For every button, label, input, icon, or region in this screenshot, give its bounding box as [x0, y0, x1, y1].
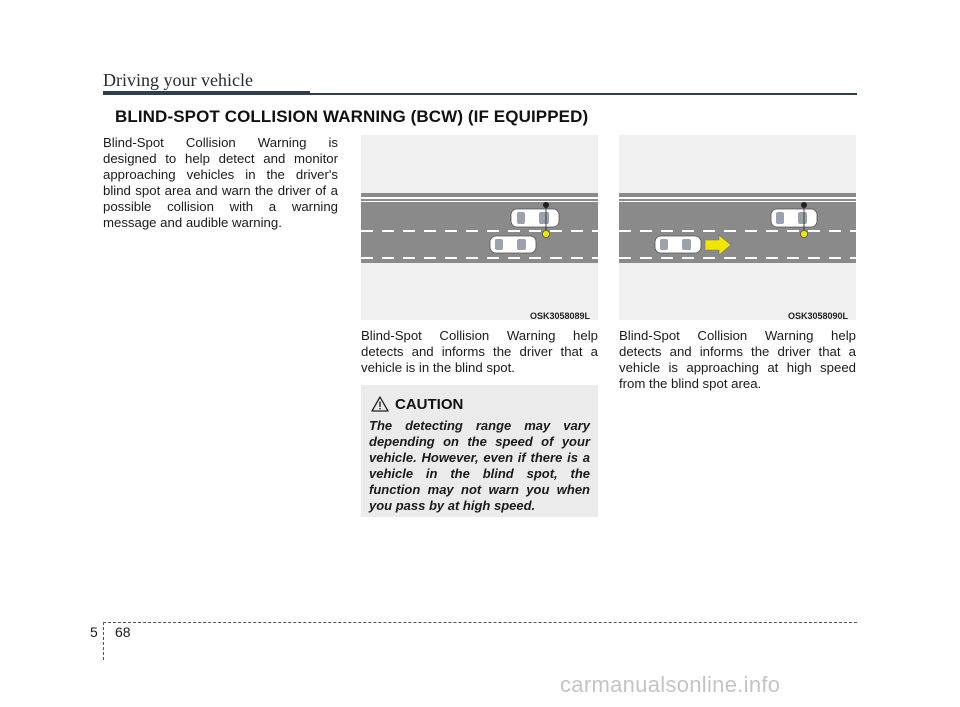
- figure-blind-spot: [361, 135, 598, 320]
- sensor-yellow-dot: [801, 231, 808, 238]
- footer-rule: [103, 622, 857, 623]
- chapter-number: 5: [90, 624, 98, 640]
- approaching-car: [655, 236, 701, 253]
- sensor-black-dot: [801, 202, 807, 208]
- section-title: BLIND-SPOT COLLISION WARNING (BCW) (IF EQUIPPED): [115, 107, 589, 126]
- page-number: 68: [115, 624, 131, 640]
- caution-header: [371, 394, 463, 414]
- warning-triangle-icon: [371, 396, 389, 412]
- caution-text: The detecting range may vary depending on the speed of your vehicle. However, even if there is a vehicle in the blind spot, the function may not warn you when you pass by at high speed.: [369, 418, 590, 513]
- figure-caption: Blind-Spot Collision Warning help detects and informs the driver that a vehicle is in the blind spot.: [361, 328, 598, 375]
- sensor-black-dot: [543, 202, 549, 208]
- header-accent-bar: [103, 91, 310, 95]
- road: [619, 193, 856, 263]
- sensor-yellow-dot: [543, 231, 550, 238]
- own-car: [490, 236, 536, 253]
- road-illustration-1: [361, 135, 598, 320]
- road-illustration-2: [619, 135, 856, 320]
- figure-code: OSK3058089L: [530, 311, 591, 321]
- car-in-blind-spot: [511, 209, 559, 227]
- caution-label: CAUTION: [395, 395, 464, 413]
- intro-paragraph: Blind-Spot Collision Warning is designed to help detect and monitor approaching vehicles in the driver's blind spot area and warn the driver of a possible collision with a warning message and audible warning.: [103, 135, 338, 230]
- footer-divider: [103, 622, 104, 660]
- figure-caption: Blind-Spot Collision Warning help detects and informs the driver that a vehicle is approaching at high speed from the blind spot area.: [619, 328, 856, 391]
- own-car: [771, 209, 817, 227]
- caution-box: [361, 385, 598, 517]
- figure-code: OSK3058090L: [788, 311, 849, 321]
- road: [361, 193, 598, 263]
- figure-approaching-vehicle: [619, 135, 856, 320]
- watermark: carmanualsonline.info: [560, 672, 781, 697]
- chapter-title: Driving your vehicle: [103, 70, 253, 90]
